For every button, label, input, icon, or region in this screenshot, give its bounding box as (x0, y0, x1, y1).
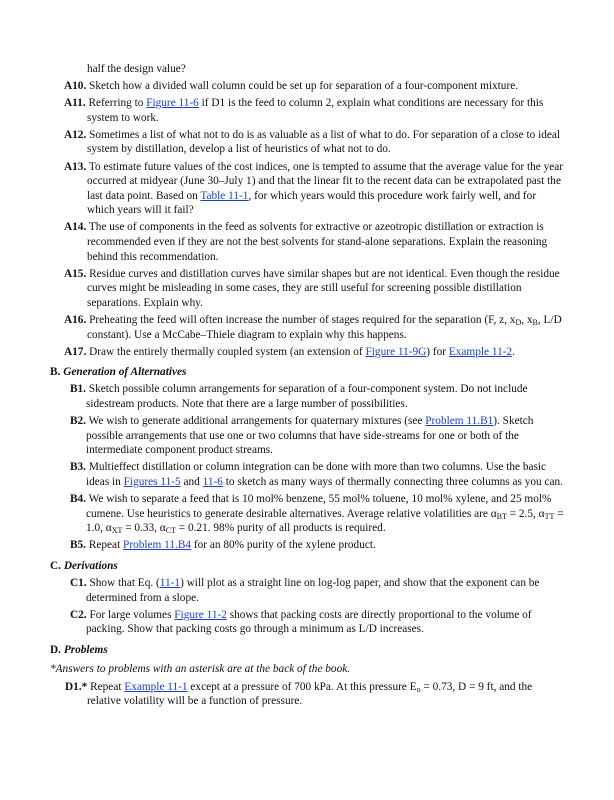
subscript: BT (496, 511, 507, 521)
problem-number: B5. (70, 539, 87, 552)
cross-reference-link[interactable]: Figure 11-9G (365, 345, 427, 358)
subscript: D (515, 318, 522, 327)
section-c-heading (0, 559, 614, 574)
cross-reference-link[interactable]: Figures 11-5 (123, 475, 181, 488)
problem-number: B3. (70, 461, 87, 474)
a-problem-2: A11. Referring to Figure 11-6 if D1 is the feed to column 2, explain what conditions are necessary for this system to work. (64, 97, 544, 124)
b-problem-2: B2. We wish to generate additional arrangements for quaternary mixtures (see Problem 11.B1). Sketch possible arrangements that use one or two columns that have side-streams for one or both of the intermediate component product streams. (70, 415, 534, 457)
subscript: TT (544, 511, 555, 521)
c-problem-1: C1. Show that Eq. (11-1) will plot as a straight line on log-log paper, and show that the exponent can be determined from a slope. (70, 577, 540, 604)
problem-number: B4. (70, 493, 87, 506)
cross-reference-link[interactable]: Figure 11-2 (174, 608, 227, 621)
section-b-heading (0, 365, 614, 380)
section-d-list (0, 680, 614, 709)
section-d-letter: D. (50, 643, 61, 656)
section-c-list (0, 576, 614, 637)
problem-page (0, 62, 614, 709)
section-d-title: Problems (63, 643, 108, 656)
problem-number: A15. (64, 267, 87, 280)
b-problem-3: B3. Multieffect distillation or column integration can be done with more than two columns. Use the basic ideas in Figures 11-5 and 11-6 to sketch as many ways of thermally connecting three columns as you can. (70, 461, 564, 488)
problem-number: A12. (64, 128, 87, 141)
a-problem-7: A16. Preheating the feed will often increase the number of stages required for the separation (F, z, $x_D$, $x_B$, L/D constant). Use a McCabe–Thiele diagram to explain why this happens. (64, 314, 562, 341)
cross-reference-link[interactable]: Example 11-1 (124, 680, 188, 693)
problem-number: A16. (64, 314, 87, 326)
problem-number: A11. (64, 97, 86, 110)
problem-number: A10. (64, 80, 87, 93)
section-b-list (0, 382, 614, 553)
cross-reference-link[interactable]: Figure 11-6 (146, 97, 199, 110)
section-c-title: Derivations (63, 559, 118, 572)
a-problem-3: A12. Sometimes a list of what not to do is as valuable as a list of what to do. For separation of a close to ideal system by distillation, develop a list of heuristics of what not to do. (64, 128, 561, 156)
cross-reference-link[interactable]: Problem 11.B4 (123, 539, 192, 552)
c-problem-2: C2. For large volumes Figure 11-2 shows that packing costs are directly proportional to the volume of packing. Show that packing costs go through a minimum as L/D increases. (70, 608, 532, 636)
problem-number: A17. (64, 345, 87, 358)
asterisk-note: *Answers to problems with an asterisk are at the back of the book. (50, 663, 351, 676)
problem-number: D1.* (65, 680, 88, 693)
section-b-letter: B. (50, 366, 61, 379)
b-problem-5: B5. Repeat Problem 11.B4 for an 80% purity of the xylene product. (70, 539, 376, 552)
subscript: XT (111, 526, 123, 536)
cross-reference-link[interactable]: Example 11-2 (448, 345, 513, 358)
a-problem-8: A17. Draw the entirely thermally coupled system (an extension of Figure 11-9G) for Example 11-2. (64, 345, 515, 358)
subscript: o (416, 684, 421, 694)
a-problem-5: A14. The use of components in the feed as solvents for extractive or azeotropic distillation or extraction is recommended even if they are not the best solvents for stand-alone separations. Explain the reasoning behind this recommendation. (64, 221, 548, 263)
section-a-list (0, 79, 614, 359)
a-problem-4: A13. To estimate future values of the cost indices, one is tempted to assume that the average value for the year occurred at midyear (June 30–July 1) and that the linear fit to the recent data can be extrapolated past the last data point. Based on Table 11-1, for which years would this procedure work fairly well, and for which years will it fail? (64, 160, 564, 217)
cross-reference-link[interactable]: Problem 11.B1 (425, 415, 494, 428)
subscript: B (532, 318, 538, 327)
d-problem-1: D1.* Repeat Example 11-1 except at a pressure of 700 kPa. At this pressure $E_o = 0.73$, D = 9 ft, and the relative volatility will be a function of pressure. (65, 680, 533, 708)
b-problem-1: B1. Sketch possible column arrangements for separation of a four-component system. Do not include sidestream products. Note that there are a large number of possibilities. (70, 383, 528, 410)
problem-number: A14. (64, 221, 87, 234)
a-problem-1: A10. Sketch how a divided wall column could be set up for separation of a four-component mixture. (64, 80, 519, 93)
section-c-letter: C. (50, 559, 61, 572)
b-problem-4: B4. We wish to separate a feed that is 10 mol% benzene, 55 mol% toluene, 10 mol% xylene, and 25 mol% cumene. Use heuristics to generate desirable alternatives. Average relative volatilities are $\alpha_{BT} = 2.5$, $\alpha_{TT} = 1.0$, $\alpha_{XT} = 0.33$, $\alpha_{CT} = 0.21$. 98% purity of all products is required. (70, 493, 564, 536)
cross-reference-link[interactable]: 11-1 (159, 577, 181, 589)
problem-number: A13. (64, 160, 87, 173)
cross-reference-link[interactable]: Table 11-1 (200, 189, 249, 202)
problem-number: C1. (70, 577, 87, 589)
subscript: CT (165, 526, 176, 536)
problem-number: B2. (70, 415, 87, 428)
intro-line: half the design value? (87, 63, 186, 75)
section-d-heading (0, 643, 614, 658)
a-problem-6: A15. Residue curves and distillation curves have similar shapes but are not identical. Even though the residue curves might be misleading in some cases, they are still useful for screening possible distillation separations. Explain why. (64, 267, 560, 309)
problem-number: B1. (70, 383, 87, 396)
problem-number: C2. (70, 608, 87, 621)
section-b-title: Generation of Alternatives (63, 366, 187, 379)
cross-reference-link[interactable]: 11-6 (202, 475, 223, 488)
